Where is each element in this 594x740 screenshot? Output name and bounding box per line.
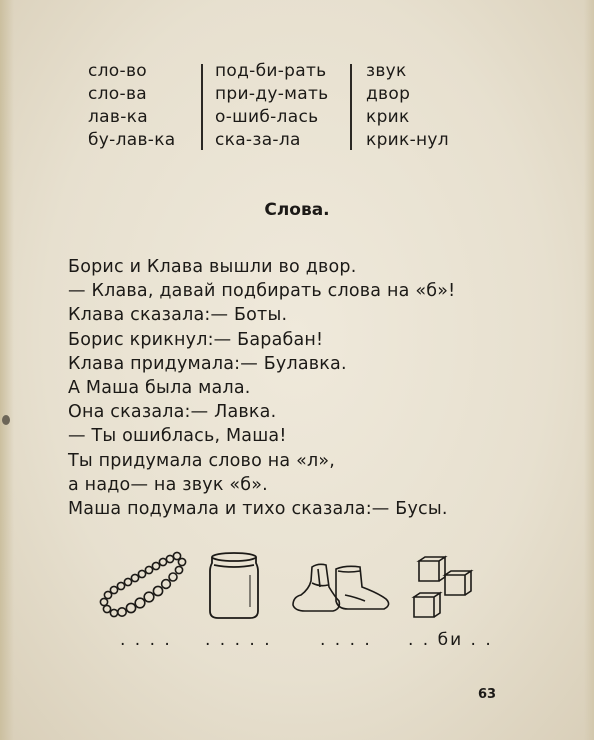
syllable-word: лав-ка bbox=[88, 107, 148, 127]
illustration-row bbox=[0, 545, 594, 625]
page-edge-right bbox=[584, 0, 594, 740]
syllable-word: крик bbox=[366, 107, 410, 127]
story-line: — Клава, давай подбирать слова на «б»! bbox=[68, 281, 456, 302]
syllable-word: о-шиб-лась bbox=[215, 107, 319, 127]
page-edge-left bbox=[0, 0, 14, 740]
syllable-word: ска-за-ла bbox=[215, 130, 301, 150]
beads-illustration bbox=[100, 552, 185, 616]
story-line: — Ты ошиблась, Маша! bbox=[68, 426, 287, 447]
syllable-word: крик-нул bbox=[366, 130, 449, 150]
syllable-word: двор bbox=[366, 84, 411, 104]
column-divider bbox=[350, 64, 352, 150]
story-line: Она сказала:— Лавка. bbox=[68, 402, 277, 423]
syllable-column-3 bbox=[366, 60, 449, 152]
syllable-column-1 bbox=[88, 60, 176, 152]
story-text bbox=[68, 255, 455, 521]
page-number: 63 bbox=[478, 687, 497, 702]
story-line: А Маша была мала. bbox=[68, 378, 251, 399]
picture-label-1: . . . . bbox=[120, 630, 172, 650]
picture-label-4: . . би . . bbox=[408, 630, 493, 650]
syllable-word: сло-ва bbox=[88, 84, 147, 104]
story-line: Маша подумала и тихо сказала:— Бусы. bbox=[68, 499, 448, 520]
syllable-word: при-ду-мать bbox=[215, 84, 329, 104]
story-line: а надо— на звук «б». bbox=[68, 474, 268, 495]
syllable-word: сло-во bbox=[88, 61, 147, 81]
story-line: Ты придумала слово на «л», bbox=[68, 450, 336, 471]
column-divider bbox=[201, 64, 203, 150]
cubes-illustration bbox=[414, 557, 471, 617]
picture-label-2: . . . . . bbox=[205, 630, 272, 650]
binding-hole bbox=[2, 415, 10, 425]
syllable-word: под-би-рать bbox=[215, 61, 327, 81]
syllable-word: бу-лав-ка bbox=[88, 130, 176, 150]
story-line: Борис крикнул:— Барабан! bbox=[68, 329, 324, 350]
story-line: Клава сказала:— Боты. bbox=[68, 305, 288, 326]
story-line: Клава придумала:— Булавка. bbox=[68, 353, 347, 374]
syllable-column-2 bbox=[215, 60, 329, 152]
jar-illustration bbox=[210, 553, 258, 618]
boots-illustration bbox=[293, 564, 389, 611]
syllable-word: звук bbox=[366, 61, 407, 81]
section-title: Слова. bbox=[264, 200, 330, 220]
story-line: Борис и Клава вышли во двор. bbox=[68, 257, 357, 277]
picture-label-3: . . . . bbox=[320, 630, 372, 650]
